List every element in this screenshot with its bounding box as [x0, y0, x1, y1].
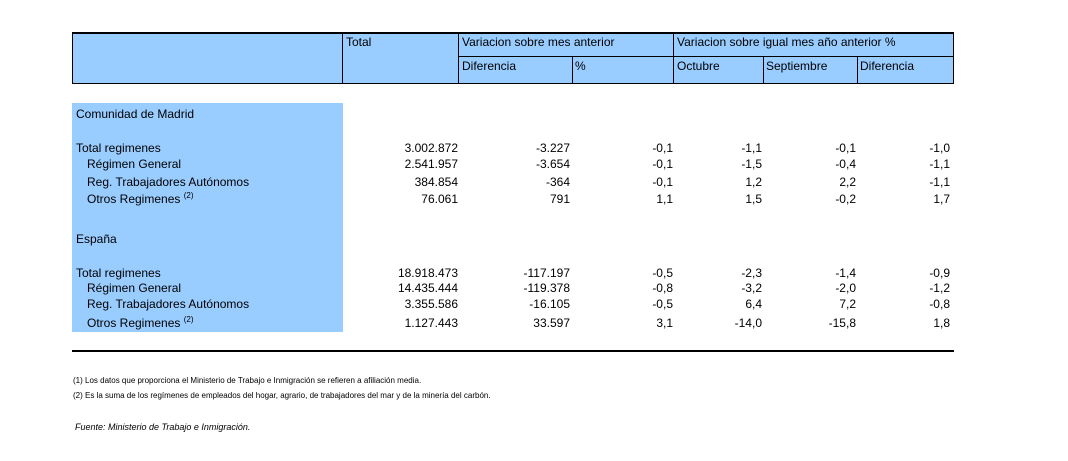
header-border-month — [458, 33, 459, 84]
cell-percent: -0,1 — [652, 157, 673, 171]
cell-diferencia: 791 — [549, 192, 570, 206]
cell-diferencia: -3.654 — [535, 157, 570, 171]
cell-percent: -0,8 — [652, 281, 673, 295]
cell-octubre: -3,2 — [741, 281, 762, 295]
header-border-sept — [763, 56, 764, 84]
cell-percent: -0,1 — [652, 175, 673, 189]
header-border-dif2 — [857, 56, 858, 84]
header-sub-octubre: Octubre — [674, 56, 763, 83]
cell-diferencia-2: -1,0 — [929, 141, 950, 155]
cell-percent: -0,1 — [652, 141, 673, 155]
cell-diferencia: -3.227 — [535, 141, 570, 155]
section-title: Comunidad de Madrid — [76, 107, 195, 121]
header-border-total — [342, 33, 343, 84]
cell-septiembre: -15,8 — [828, 316, 856, 330]
cell-diferencia-2: -0,9 — [929, 266, 950, 280]
cell-total: 3.002.872 — [404, 141, 458, 155]
cell-percent: 3,1 — [656, 316, 673, 330]
cell-total: 2.541.957 — [404, 157, 458, 171]
header-sub-diferencia: Diferencia — [459, 56, 572, 83]
header-border-left — [72, 33, 73, 84]
cell-percent: -0,5 — [652, 297, 673, 311]
cell-total: 18.918.473 — [397, 266, 458, 280]
cell-diferencia-2: 1,8 — [933, 316, 950, 330]
cell-octubre: -1,1 — [741, 141, 762, 155]
cell-octubre: 1,2 — [745, 175, 762, 189]
cell-total: 1.127.443 — [404, 316, 458, 330]
cell-septiembre: -1,4 — [835, 266, 856, 280]
row-label: Régimen General — [87, 157, 182, 171]
cell-octubre: -2,3 — [741, 266, 762, 280]
source-line: Fuente: Ministerio de Trabajo e Inmigración. — [75, 422, 251, 432]
header-border-pct — [572, 56, 573, 84]
cell-total: 3.355.586 — [404, 297, 458, 311]
cell-total: 384.854 — [414, 175, 458, 189]
cell-octubre: -14,0 — [734, 316, 762, 330]
cell-diferencia-2: -1,1 — [929, 175, 950, 189]
header-group-prev-year: Variacion sobre igual mes año anterior % — [674, 33, 953, 56]
cell-percent: -0,5 — [652, 266, 673, 280]
row-label: Régimen General — [87, 281, 182, 295]
section-title: España — [76, 232, 117, 246]
header-top-border — [72, 32, 954, 34]
cell-diferencia-2: -1,2 — [929, 281, 950, 295]
row-label-text: Otros Regimenes — [87, 316, 181, 330]
row-label — [87, 191, 194, 207]
cell-total: 14.435.444 — [397, 281, 458, 295]
header-bottom-border — [72, 83, 954, 84]
header-total: Total — [343, 33, 459, 83]
cell-octubre: 1,5 — [745, 192, 762, 206]
cell-total: 76.061 — [421, 192, 458, 206]
cell-diferencia: 33.597 — [533, 316, 570, 330]
cell-diferencia-2: -1,1 — [929, 157, 950, 171]
footnote-marker: (2) — [183, 191, 194, 200]
header-sub-diferencia-2: Diferencia — [857, 56, 953, 83]
cell-septiembre: -0,4 — [835, 157, 856, 171]
footnote-1: (1) Los datos que proporciona el Ministerio de Trabajo e Inmigración se refieren a afiliación media. — [73, 376, 422, 385]
header-border-year — [673, 33, 674, 84]
header-mid-border — [459, 56, 954, 57]
cell-septiembre: -2,0 — [835, 281, 856, 295]
header-sub-percent: % — [572, 56, 674, 83]
cell-septiembre: -0,1 — [835, 141, 856, 155]
header-label-cell — [72, 33, 343, 83]
cell-diferencia: -119.378 — [523, 281, 570, 295]
row-label — [87, 315, 194, 331]
row-label: Reg. Trabajadores Autónomos — [87, 175, 250, 189]
cell-septiembre: 7,2 — [839, 297, 856, 311]
cell-diferencia: -16.105 — [529, 297, 570, 311]
cell-octubre: 6,4 — [745, 297, 762, 311]
footnote-2: (2) Es la suma de los regímenes de empleados del hogar, agrario, de trabajadores del mar y de la minería del carbón. — [73, 391, 491, 400]
header-group-prev-month: Variacion sobre mes anterior — [459, 33, 674, 56]
cell-diferencia-2: -0,8 — [929, 297, 950, 311]
cell-diferencia: -364 — [545, 175, 570, 189]
cell-septiembre: -0,2 — [835, 192, 856, 206]
cell-percent: 1,1 — [656, 192, 673, 206]
row-label: Total regimenes — [76, 266, 161, 280]
cell-septiembre: 2,2 — [839, 175, 856, 189]
cell-diferencia-2: 1,7 — [933, 192, 950, 206]
row-label-text: Otros Regimenes — [87, 192, 181, 206]
header-border-right — [953, 33, 954, 84]
row-label: Reg. Trabajadores Autónomos — [87, 297, 250, 311]
header-sub-septiembre: Septiembre — [763, 56, 857, 83]
row-label: Total regimenes — [76, 141, 161, 155]
cell-diferencia: -117.197 — [523, 266, 570, 280]
footnote-marker: (2) — [183, 315, 194, 324]
cell-octubre: -1,5 — [741, 157, 762, 171]
table-bottom-rule — [72, 350, 954, 352]
